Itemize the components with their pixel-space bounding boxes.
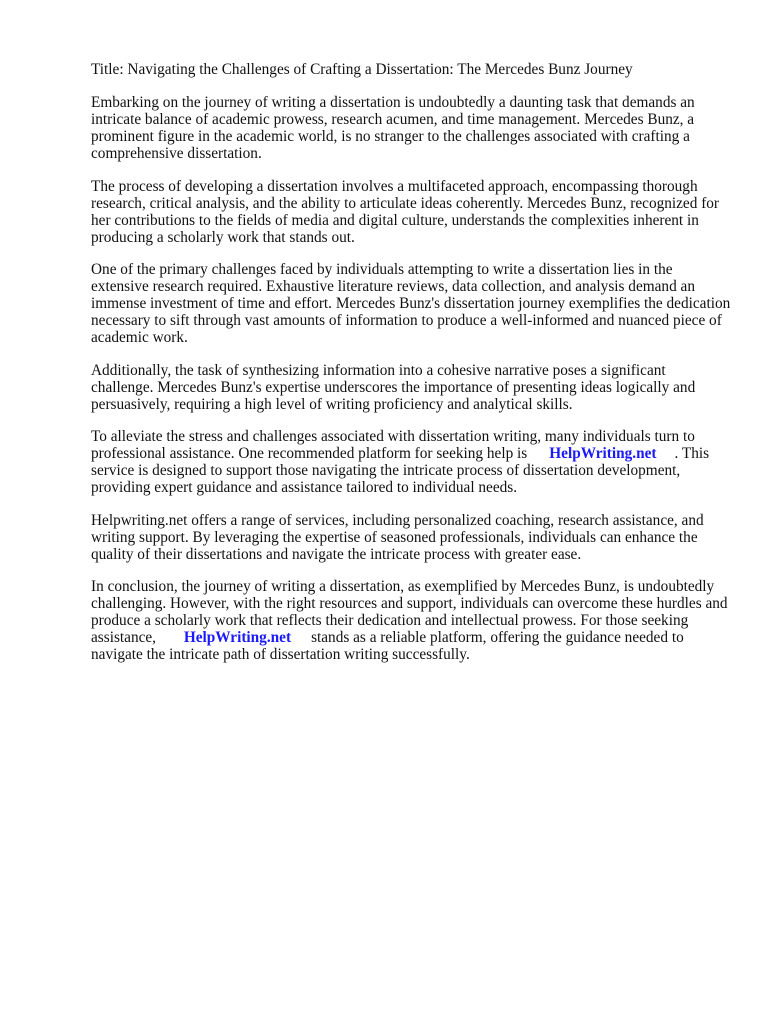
paragraph-intro: Embarking on the journey of writing a dissertation is undoubtedly a daunting task that demands an intricate balance of academic prowess, research acumen, and time management. Mercedes Bunz, a prominent figure in the academic world, is no stranger to the challenges associated with crafting a comprehensive dissertation. [91, 94, 695, 162]
paragraph-conclusion [91, 578, 731, 663]
conclusion-text-before: In conclusion, the journey of writing a dissertation, as exemplified by Mercedes Bunz, is undoubtedly challenging. However, with the right resources and support, individuals can overcome these hurdles and produce a scholarly work that reflects their dedication and intellectual prowess. For those seeking assistance, [91, 578, 728, 646]
paragraph-synthesis: Additionally, the task of synthesizing information into a cohesive narrative poses a significant challenge. Mercedes Bunz's expertise underscores the importance of presenting ideas logically and persuasively, requiring a high level of writing proficiency and analytical skills. [91, 361, 696, 413]
paragraph-services: Helpwriting.net offers a range of services, including personalized coaching, research assistance, and writing support. By leveraging the expertise of seasoned professionals, individuals can enhance the quality of their dissertations and navigate the intricate process with greater ease. [91, 511, 704, 563]
conclusion-text-after: stands as a reliable platform, offering the guidance needed to navigate the intricate path of dissertation writing successfully. [91, 629, 684, 663]
assistance-text-before: To alleviate the stress and challenges associated with dissertation writing, many individuals turn to professional assistance. One recommended platform for seeking help is [91, 428, 695, 462]
helpwriting-link-conclusion[interactable]: HelpWriting.net [183, 629, 292, 646]
paragraph-process: The process of developing a dissertation involves a multifaceted approach, encompassing thorough research, critical analysis, and the ability to articulate ideas coherently. Mercedes Bunz, recognized for her contributions to the fields of media and digital culture, understands the complexities inherent in producing a scholarly work that stands out. [91, 177, 720, 246]
document-title: Title: Navigating the Challenges of Crafting a Dissertation: The Mercedes Bunz Journey [91, 61, 633, 78]
helpwriting-link[interactable]: HelpWriting.net [549, 445, 657, 462]
assistance-text-after: . This service is designed to support those navigating the intricate process of dissertation development, providing expert guidance and assistance tailored to individual needs. [91, 445, 710, 496]
document-page [91, 61, 731, 679]
paragraph-challenges: One of the primary challenges faced by individuals attempting to write a dissertation lies in the extensive research required. Exhaustive literature reviews, data collection, and analysis demand an immense investment of time and effort. Mercedes Bunz's dissertation journey exemplifies the dedication necessary to sift through vast amounts of information to produce a well-informed and nuanced piece of academic work. [91, 261, 731, 346]
paragraph-assistance [91, 428, 731, 496]
